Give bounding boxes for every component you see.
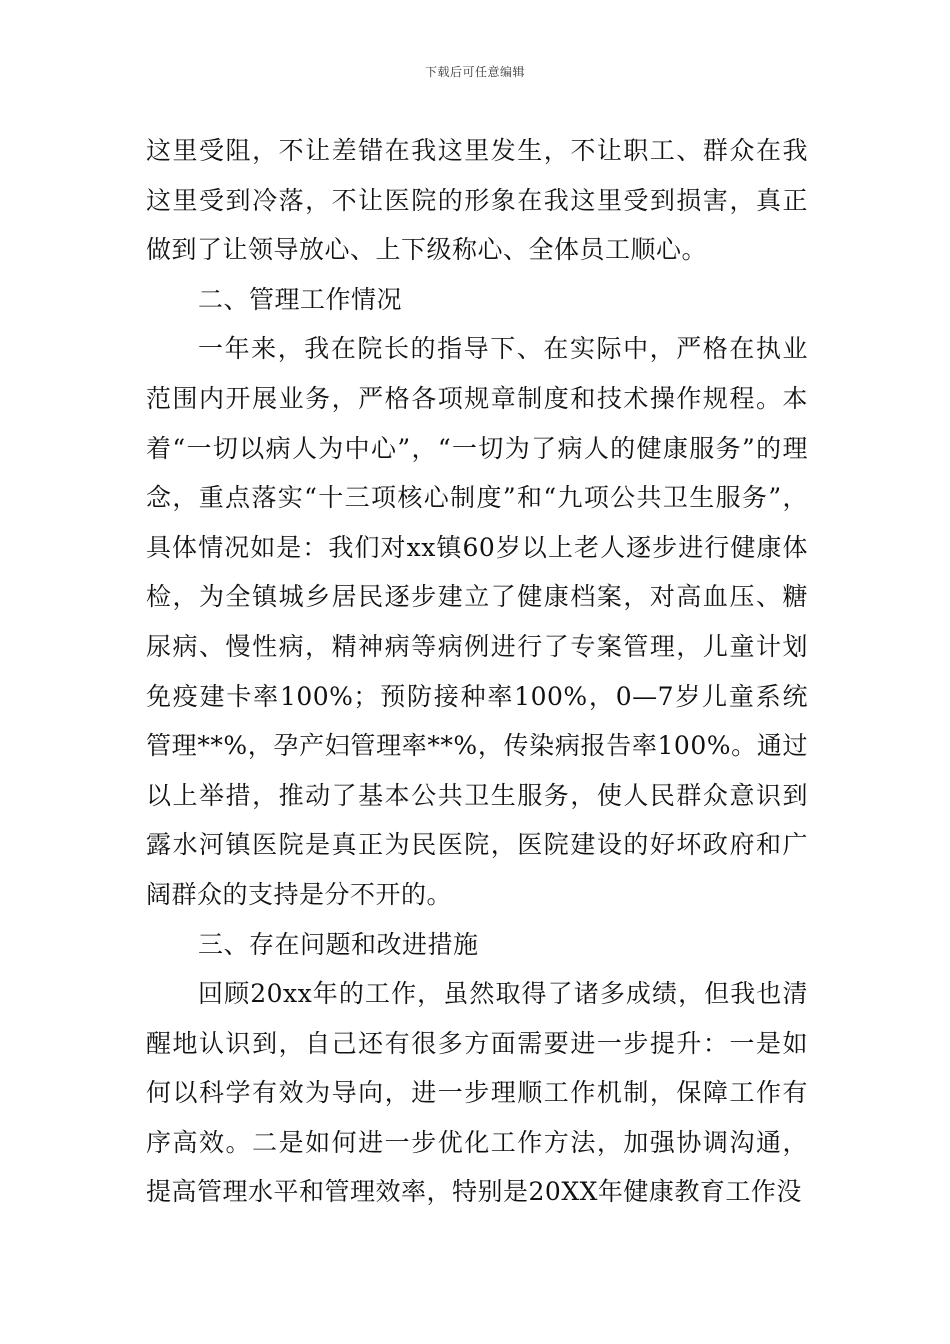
page-header: 下载后可任意编辑 [424, 65, 525, 79]
document-body [146, 126, 808, 1217]
section-heading-management: 二、管理工作情况 [198, 284, 403, 314]
paragraph-management-work: 一年来，我在院长的指导下、在实际中，严格在执业范围内开展业务，严格各项规章制度和技术操作规程。本着“一切以病人为中心”，“一切为了病人的健康服务”的理念，重点落实“十三项核心制度”和“九项公共卫生服务”，具体情况如是：我们对xx镇60岁以上老人逐步进行健康体检，为全镇城乡居民逐步建立了健康档案，对高血压、糖尿病、慢性病，精神病等病例进行了专案管理，儿童计划免疫建卡率100%；预防接种率100%，0—7岁儿童系统管理**%，孕产妇管理率**%，传染病报告率100%。通过以上举措，推动了基本公共卫生服务，使人民群众意识到露水河镇医院是真正为民医院，医院建设的好坏政府和广阔群众的支持是分不开的。 [146, 334, 808, 909]
paragraph-problems: 回顾20xx年的工作，虽然取得了诸多成绩，但我也清醒地认识到，自己还有很多方面需要进一步提升：一是如何以科学有效为导向，进一步理顺工作机制，保障工作有序高效。二是如何进一步优化工作方法，加强协调沟通，提高管理水平和管理效率，特别是20XX年健康教育工作没 [146, 979, 808, 1207]
section-heading-problems: 三、存在问题和改进措施 [198, 929, 479, 959]
paragraph-continuation: 这里受阻，不让差错在我这里发生，不让职工、群众在我这里受到冷落，不让医院的形象在我这里受到损害，真正做到了让领导放心、上下级称心、全体员工顺心。 [146, 136, 808, 265]
